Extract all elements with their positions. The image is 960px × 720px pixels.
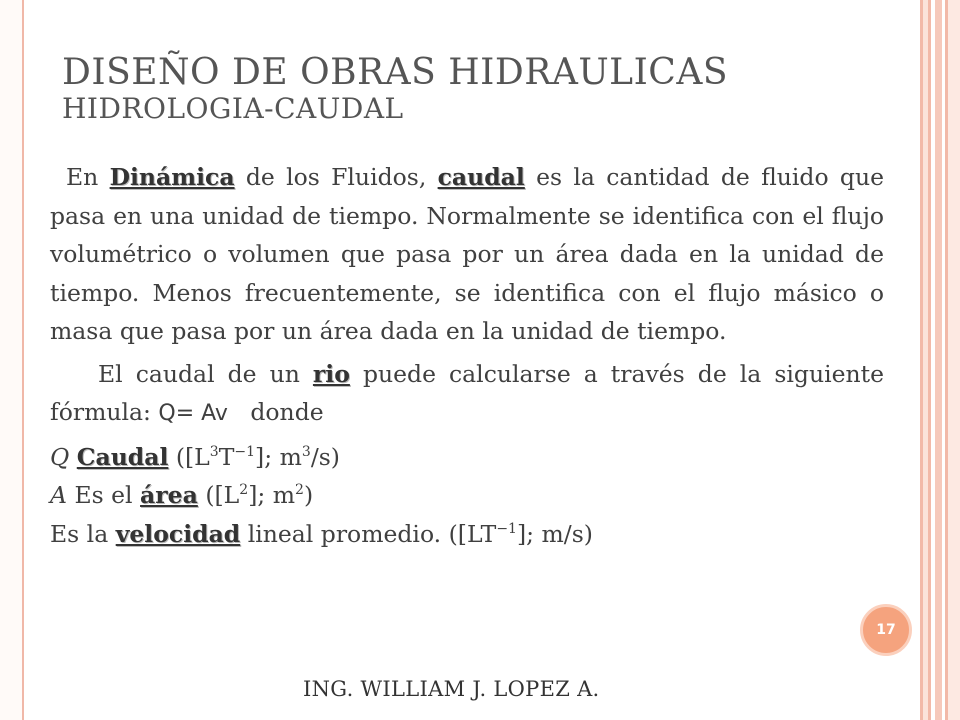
a-units-pre: ([L: [197, 481, 240, 509]
area-link[interactable]: área: [140, 481, 198, 509]
page-number-badge: 17: [860, 604, 912, 656]
v-rest: lineal promedio. ([LT: [240, 519, 497, 548]
footer-author: ING. WILLIAM J. LOPEZ A.: [303, 677, 600, 701]
q-sup2: −1: [234, 443, 256, 460]
p1-rest: es la cantidad de fluido que pasa en una unidad de tiempo. Normalmente se identifica con el flujo volumétrico o volumen que pasa por un área dada en la unidad de tiempo. Menos frecuentemente, se identifica con el flujo másico o masa que pasa por un área dada en la unidad de tiempo.: [50, 163, 885, 345]
q-units-mid2: ]; m: [255, 442, 302, 471]
q-sup1: 3: [209, 443, 219, 460]
slide-title: [62, 54, 728, 123]
formula: Q= Av: [158, 401, 228, 426]
p2-rest: puede calcularse a través de la siguiente fórmula:: [50, 359, 884, 426]
q-units-mid: T: [218, 442, 235, 471]
caudal-link[interactable]: caudal: [437, 163, 525, 191]
p1-en: En: [66, 163, 110, 191]
q-symbol: Q: [50, 442, 70, 471]
q-units-pre: ([L: [168, 442, 210, 471]
velocity-definition-line: [50, 515, 884, 554]
v-end: ]; m/s): [516, 519, 593, 548]
left-frame-border: [0, 0, 24, 720]
title-main: DISEÑO DE OBRAS HIDRAULICAS: [62, 52, 728, 93]
a-pre: Es el: [66, 481, 141, 509]
v-sup: −1: [496, 520, 517, 537]
q-units-end: /s): [310, 442, 340, 471]
a-symbol: A: [50, 481, 67, 509]
rio-link[interactable]: rio: [312, 359, 350, 388]
q-sup3: 3: [301, 443, 311, 460]
velocidad-link[interactable]: velocidad: [115, 519, 241, 548]
p1-mid: de los Fluidos,: [234, 163, 438, 191]
a-units-mid: ]; m: [248, 481, 296, 509]
a-sup2: 2: [295, 482, 304, 498]
title-subtitle: HIDROLOGIA-CAUDAL: [62, 91, 404, 125]
a-sup1: 2: [239, 482, 249, 498]
formula-paragraph: [50, 355, 884, 434]
area-definition-line: [50, 476, 884, 515]
caudal-def-link[interactable]: Caudal: [76, 442, 169, 471]
slide-body: [50, 158, 884, 553]
p2-donde: donde: [227, 398, 324, 426]
dinamica-link[interactable]: Dinámica: [109, 163, 235, 191]
right-decorative-stripes: [914, 0, 960, 720]
p2-start: El caudal de un: [98, 359, 313, 388]
caudal-definition-line: [50, 438, 884, 477]
a-units-end: ): [303, 481, 314, 509]
definition-paragraph: [50, 158, 884, 351]
v-pre: Es la: [50, 519, 116, 548]
